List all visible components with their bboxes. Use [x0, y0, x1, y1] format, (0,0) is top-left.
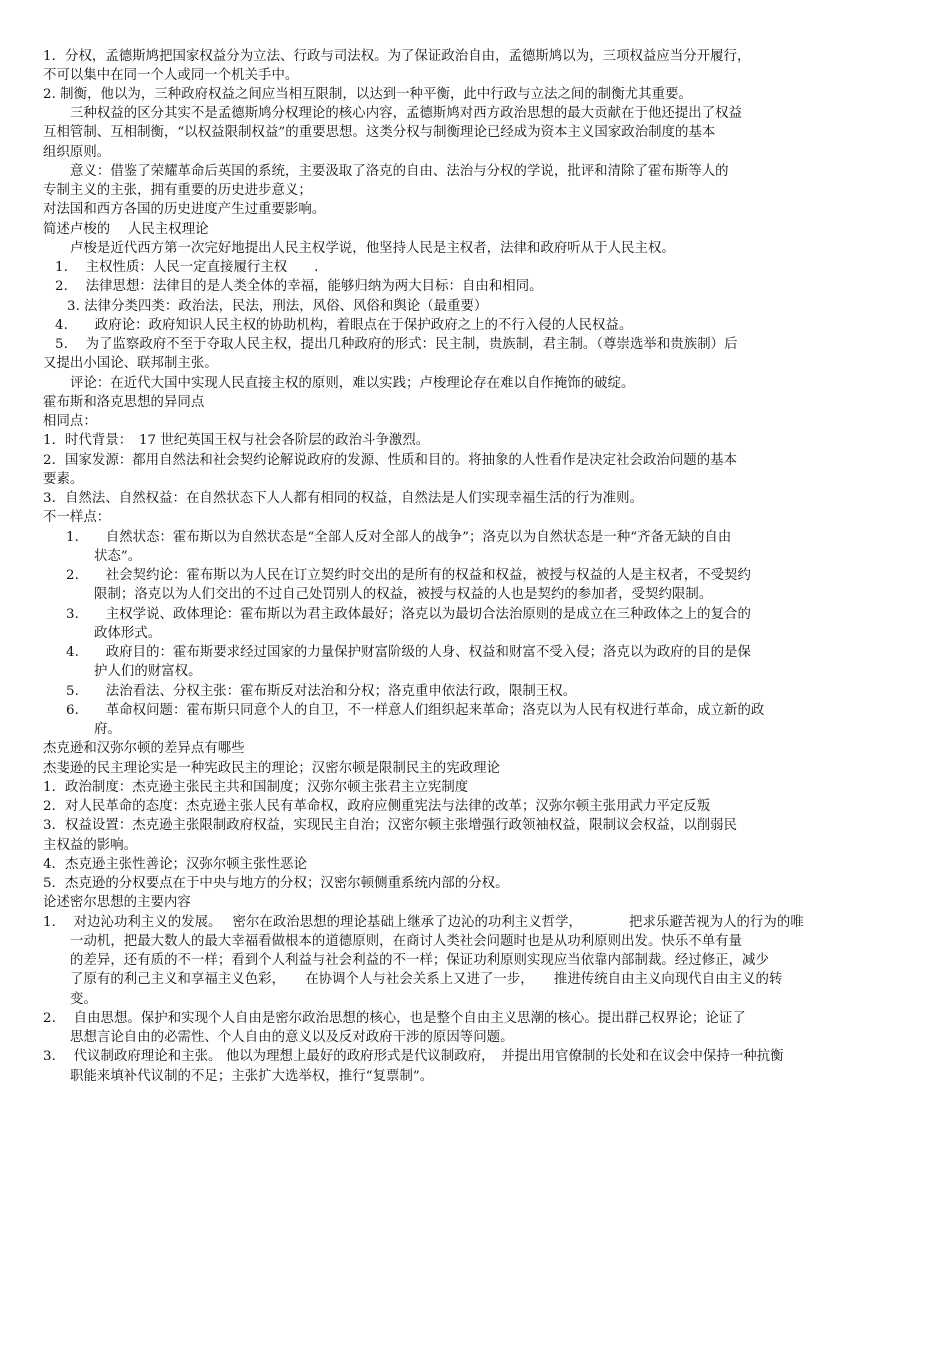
text-line: 互相管制、互相制衡，“以权益限制权益”的重要思想。这类分权与制衡理论已经成为资本主义国家政治制度的基本	[43, 125, 716, 141]
list-item: 4. 政府论：政府知识人民主权的协助机构，着眼点在于保护政府之上的不行入侵的人民权益。	[55, 317, 633, 333]
text-line: 变。	[70, 991, 97, 1007]
subheading: 相同点：	[43, 414, 97, 429]
text-line: 评论：在近代大国中实现人民直接主权的原则，难以实践；卢梭理论存在难以自作掩饰的破绽。	[70, 375, 635, 391]
section-heading: 论述密尔思想的主要内容	[43, 895, 191, 911]
list-item: 5. 为了监察政府不至于夺取人民主权，提出几种政府的形式：民主制，贵族制，君主制。（尊崇选举和贵族制）后	[55, 337, 738, 352]
text-line: 主权益的影响。	[43, 837, 138, 853]
list-item: 3. 代议制政府理论和主张。 他以为理想上最好的政府形式是代议制政府， 并提出用官僚制的长处和在议会中保持一种抗衡	[43, 1049, 784, 1065]
list-item: 1．时代背景： 17 世纪英国王权与社会各阶层的政治斗争激烈。	[43, 433, 430, 449]
list-item: 6. 革命权问题：霍布斯只同意个人的自卫，不一样意人们组织起来革命；洛克以为人民有权进行革命，成立新的政	[66, 702, 765, 718]
list-item: 4．杰克逊主张性善论；汉弥尔顿主张性恶论	[43, 856, 307, 872]
text-line: 政体形式。	[94, 625, 162, 641]
text-line: 思想言论自由的必需性、个人自由的意义以及反对政府干涉的原因等问题。	[70, 1030, 514, 1045]
text-line: 意义：借鉴了荣耀革命后英国的系统，主要汲取了洛克的自由、法治与分权的学说，批评和清除了霍布斯等人的	[70, 163, 729, 179]
section-heading: 杰克逊和汉弥尔顿的差异点有哪些	[43, 741, 245, 757]
text-line: 职能来填补代议制的不足；主张扩大选举权，推行“复票制”。	[70, 1068, 434, 1084]
text-line: 对法国和西方各国的历史进度产生过重要影响。	[43, 202, 326, 218]
text-line: 的差异，还有质的不一样；看到个人利益与社会利益的不一样；保证功利原则实现应当依靠内部制裁。经过修正，减少	[70, 953, 769, 968]
list-item: 2. 法律思想：法律目的是人类全体的幸福，能够归纳为两大目标：自由和相同。	[55, 279, 543, 295]
text-line: 一动机，把最大数人的最大幸福看做根本的道德原则，在商讨人类社会问题时也是从功利原则出发。快乐不单有量	[70, 933, 743, 949]
list-item: 5. 法治看法、分权主张：霍布斯反对法治和分权；洛克重申依法行政，限制王权。	[66, 683, 577, 699]
list-item: 3. 主权学说、政体理论：霍布斯以为君主政体最好；洛克以为最切合法治原则的是成立在三种政体之上的复合的	[66, 606, 751, 622]
text-line: 杰斐逊的民主理论实是一种宪政民主的理论；汉密尔顿是限制民主的宪政理论	[43, 760, 500, 776]
section-heading: 霍布斯和洛克思想的异同点	[43, 394, 205, 410]
list-item: 3．自然法、自然权益：在自然状态下人人都有相同的权益，自然法是人们实现幸福生活的行为准则。	[43, 491, 643, 506]
text-line: 要素。	[43, 471, 84, 487]
text-line: 1．分权，孟德斯鸠把国家权益分为立法、行政与司法权。为了保证政治自由，孟德斯鸠以为，三项权益应当分开履行，	[43, 49, 751, 64]
list-item: 1. 自然状态：霍布斯以为自然状态是“全部人反对全部人的战争”；洛克以为自然状态是一种“齐备无缺的自由	[66, 529, 732, 545]
text-line: 专制主义的主张，拥有重要的历史进步意义；	[43, 183, 312, 198]
list-item: 4. 政府目的：霍布斯要求经过国家的力量保护财富阶级的人身、权益和财富不受入侵；洛克以为政府的目的是保	[66, 645, 751, 660]
list-item: 1. 主权性质：人民一定直接履行主权 .	[55, 260, 319, 275]
list-item: 2. 社会契约论：霍布斯以为人民在订立契约时交出的是所有的权益和权益，被授与权益的人是主权者，不受契约	[66, 568, 751, 583]
text-line: 三种权益的区分其实不是孟德斯鸠分权理论的核心内容，孟德斯鸠对西方政治思想的最大贡献在于他还提出了权益	[70, 106, 743, 121]
list-item: 2．对人民革命的态度：杰克逊主张人民有革命权，政府应侧重宪法与法律的改革；汉弥尔顿主张用武力平定反叛	[43, 799, 711, 814]
list-item: 1．政治制度：杰克逊主张民主共和国制度；汉弥尔顿主张君主立宪制度	[43, 779, 469, 795]
list-item: 2．国家发源：都用自然法和社会契约论解说政府的发源、性质和目的。将抽象的人性看作是决定社会政治问题的基本	[43, 452, 738, 468]
text-line: 限制；洛克以为人们交出的不过自己处罚别人的权益，被授与权益的人也是契约的参加者，受契约限制。	[94, 587, 713, 603]
text-line: 状态”。	[94, 548, 142, 564]
subheading: 不一样点：	[43, 510, 111, 526]
list-item: 5．杰克逊的分权要点在于中央与地方的分权；汉密尔顿侧重系统内部的分权。	[43, 876, 509, 891]
section-heading: 简述卢梭的 人民主权理论	[43, 221, 209, 237]
text-line: 护人们的财富权。	[94, 664, 202, 680]
list-item: 3. 法律分类四类：政治法，民法，刑法，风俗、风俗和舆论（最重要）	[67, 298, 488, 314]
text-line: 府。	[94, 722, 121, 737]
list-item: 2. 自由思想。保护和实现个人自由是密尔政治思想的核心，也是整个自由主义思潮的核心。提出群己权界论；论证了	[43, 1010, 746, 1026]
list-item: 3．权益设置：杰克逊主张限制政府权益，实现民主自治；汉密尔顿主张增强行政领袖权益，限制议会权益，以削弱民	[43, 818, 738, 834]
text-line: 又提出小国论、联邦制主张。	[43, 356, 218, 372]
text-line: 卢梭是近代西方第一次完好地提出人民主权学说，他坚持人民是主权者，法律和政府听从于人民主权。	[70, 240, 675, 256]
text-line: 组织原则。	[43, 144, 111, 160]
text-line: 2. 制衡，他以为，三种政府权益之间应当相互限制，以达到一种平衡，此中行政与立法之间的制衡尤其重要。	[43, 86, 692, 102]
text-line: 了原有的利己主义和享福主义色彩， 在协调个人与社会关系上又进了一步， 推进传统自由主义向现代自由主义的转	[70, 972, 783, 988]
text-line: 不可以集中在同一个人或同一个机关手中。	[43, 67, 299, 83]
list-item: 1. 对边沁功利主义的发展。 密尔在政治思想的理论基础上继承了边沁的功利主义哲学， 把求乐避苦视为人的行为的唯	[43, 914, 804, 930]
